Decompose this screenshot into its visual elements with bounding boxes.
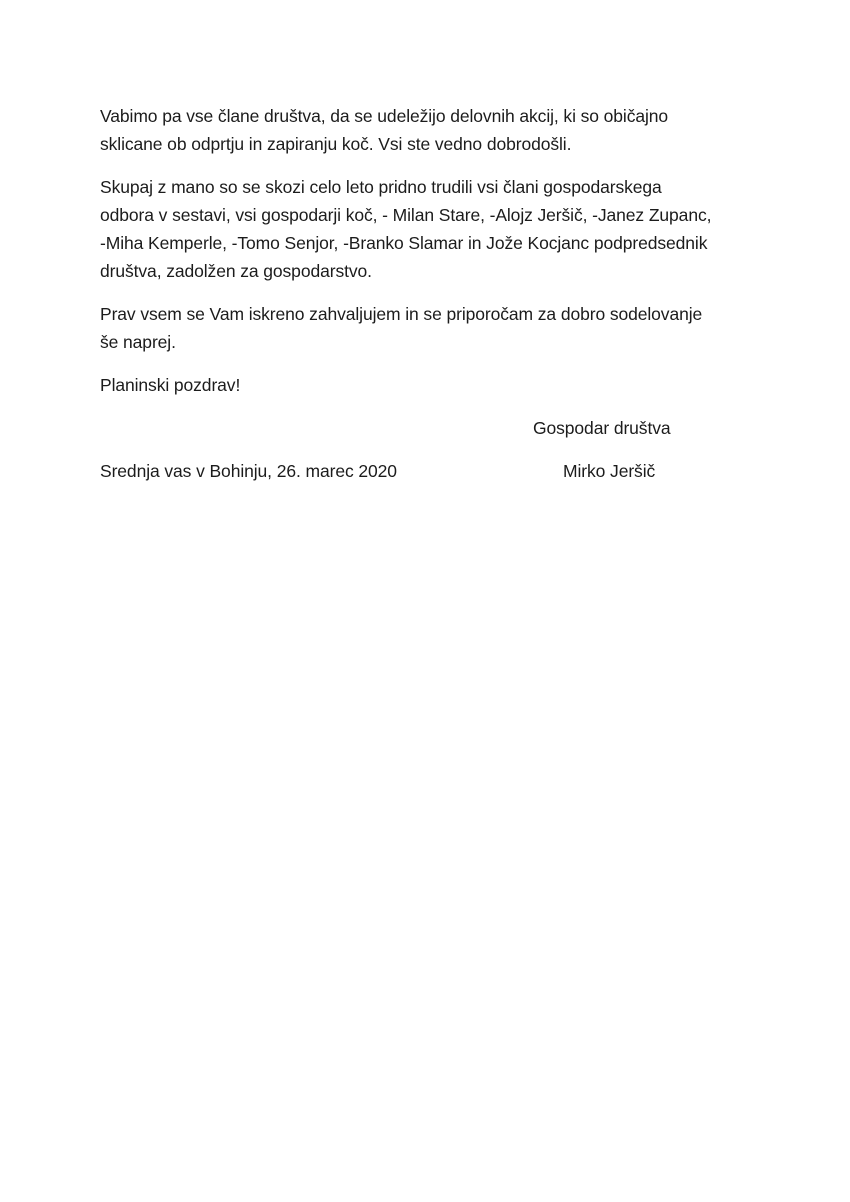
paragraph-greeting	[100, 371, 750, 399]
text-line: sklicane ob odprtju in zapiranju koč. Vsi ste vedno dobrodošli.	[100, 134, 572, 154]
place-date-line: Srednja vas v Bohinju, 26. marec 2020	[100, 461, 397, 481]
text-line: društva, zadolžen za gospodarstvo.	[100, 261, 372, 281]
text-line: Skupaj z mano so se skozi celo leto pridno trudili vsi člani gospodarskega	[100, 177, 662, 197]
letter-body	[100, 102, 750, 485]
text-line: Planinski pozdrav!	[100, 375, 241, 395]
paragraph-invitation	[100, 102, 750, 158]
paragraph-committee	[100, 173, 750, 285]
signer-name: Mirko Jeršič	[563, 461, 656, 481]
text-line: -Miha Kemperle, -Tomo Senjor, -Branko Slamar in Jože Kocjanc podpredsednik	[100, 233, 708, 253]
signature-row	[100, 457, 750, 485]
text-line: odbora v sestavi, vsi gospodarji koč, - Milan Stare, -Alojz Jeršič, -Janez Zupanc,	[100, 205, 712, 225]
text-line: Vabimo pa vse člane društva, da se udeležijo delovnih akcij, ki so običajno	[100, 106, 669, 126]
text-line: Prav vsem se Vam iskreno zahvaljujem in se priporočam za dobro sodelovanje	[100, 304, 703, 324]
paragraph-thanks	[100, 300, 750, 356]
closing-role-title: Gospodar društva	[533, 418, 671, 438]
text-line: še naprej.	[100, 332, 176, 352]
